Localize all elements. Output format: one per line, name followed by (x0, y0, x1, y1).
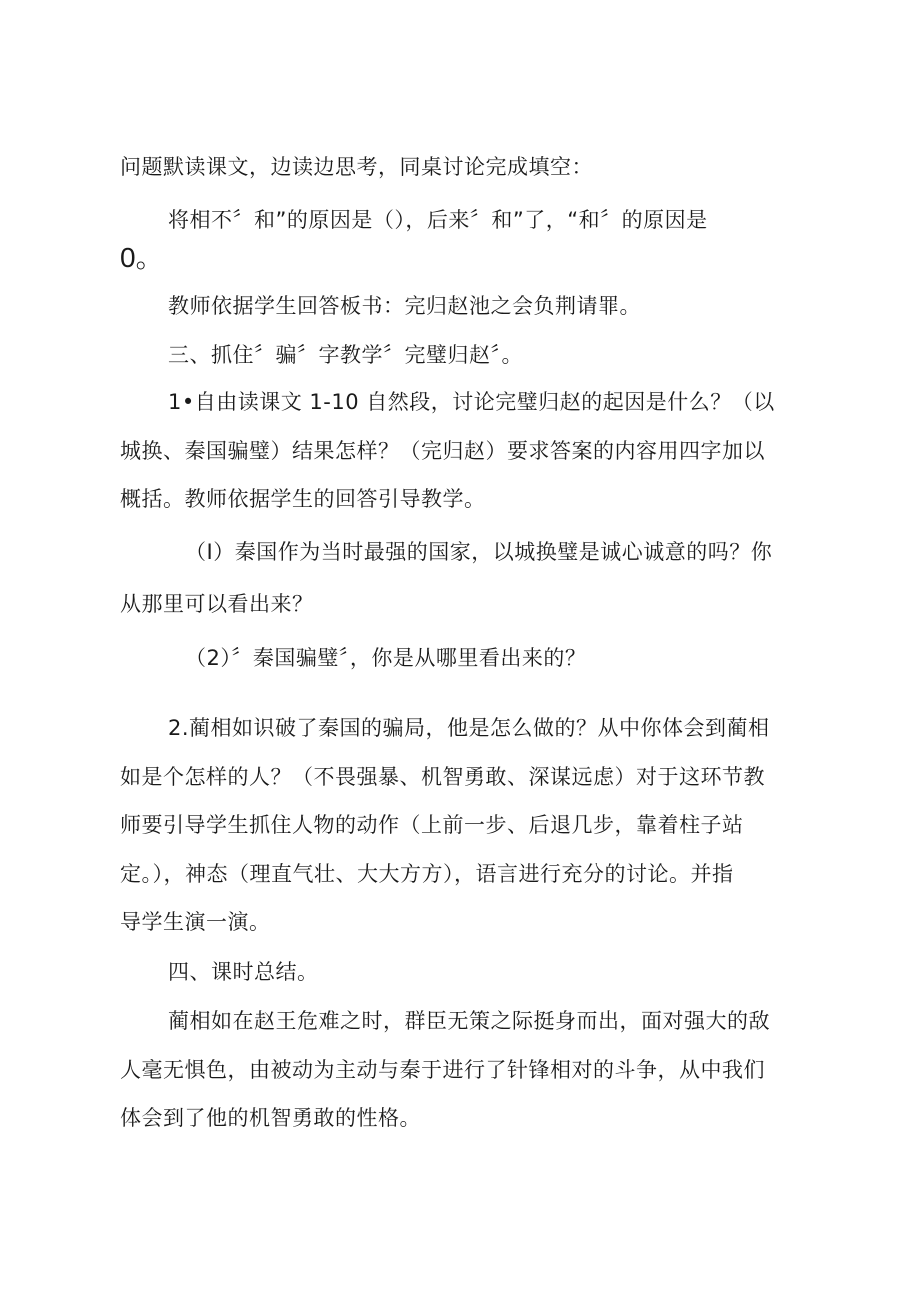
paragraph-line: 概括。教师依据学生的回答引导教学。 (120, 487, 486, 511)
paragraph-line: 定。），神态（理直气壮、大大方方），语言进行充分的讨论。并指 (120, 862, 734, 886)
paragraph-line: 0。 (120, 242, 164, 273)
paragraph-line: 人毫无惧色，由被动为主动与秦于进行了针锋相对的斗争，从中我们 (120, 1058, 765, 1082)
paragraph-line: 教师依据学生回答板书：完归赵池之会负荆请罪。 (168, 294, 641, 318)
paragraph-line: 2.蔺相如识破了秦国的骗局，他是怎么做的？从中你体会到蔺相 (168, 716, 770, 740)
paragraph-line: 师要引导学生抓住人物的动作（上前一步、后退几步，靠着柱子站 (120, 813, 744, 837)
section-heading: 四、课时总结。 (168, 960, 319, 984)
paragraph-line: 导学生演一演。 (120, 910, 271, 934)
paragraph-line: 问题默读课文，边读边思考，同桌讨论完成填空： (120, 155, 593, 179)
paragraph-line: 1•自由读课文 1-10 自然段，讨论完璧归赵的起因是什么？（以 (168, 390, 775, 414)
paragraph-line: 如是个怎样的人？（不畏强暴、机智勇敢、深谋远虑）对于这环节教 (120, 765, 765, 789)
paragraph-line: （I）秦国作为当时最强的国家，以城换璧是诚心诚意的吗？你 (185, 540, 773, 564)
paragraph-line: 从那里可以看出来？ (120, 592, 314, 616)
paragraph-line: 将相不〞和”的原因是（），后来〞和”了，“和〞的原因是 (168, 208, 708, 232)
paragraph-line: 体会到了他的机智勇敢的性格。 (120, 1106, 421, 1130)
paragraph-line: （2）〞秦国骗璧〞，你是从哪里看出来的？ (185, 646, 587, 670)
paragraph-line: 蔺相如在赵王危难之时，群臣无策之际挺身而出，面对强大的敌 (168, 1009, 770, 1033)
section-heading: 三、抓住〞骗〞字教学〞完璧归赵〞。 (168, 343, 523, 367)
paragraph-line: 城换、秦国骗璧）结果怎样？（完归赵）要求答案的内容用四字加以 (120, 439, 765, 463)
